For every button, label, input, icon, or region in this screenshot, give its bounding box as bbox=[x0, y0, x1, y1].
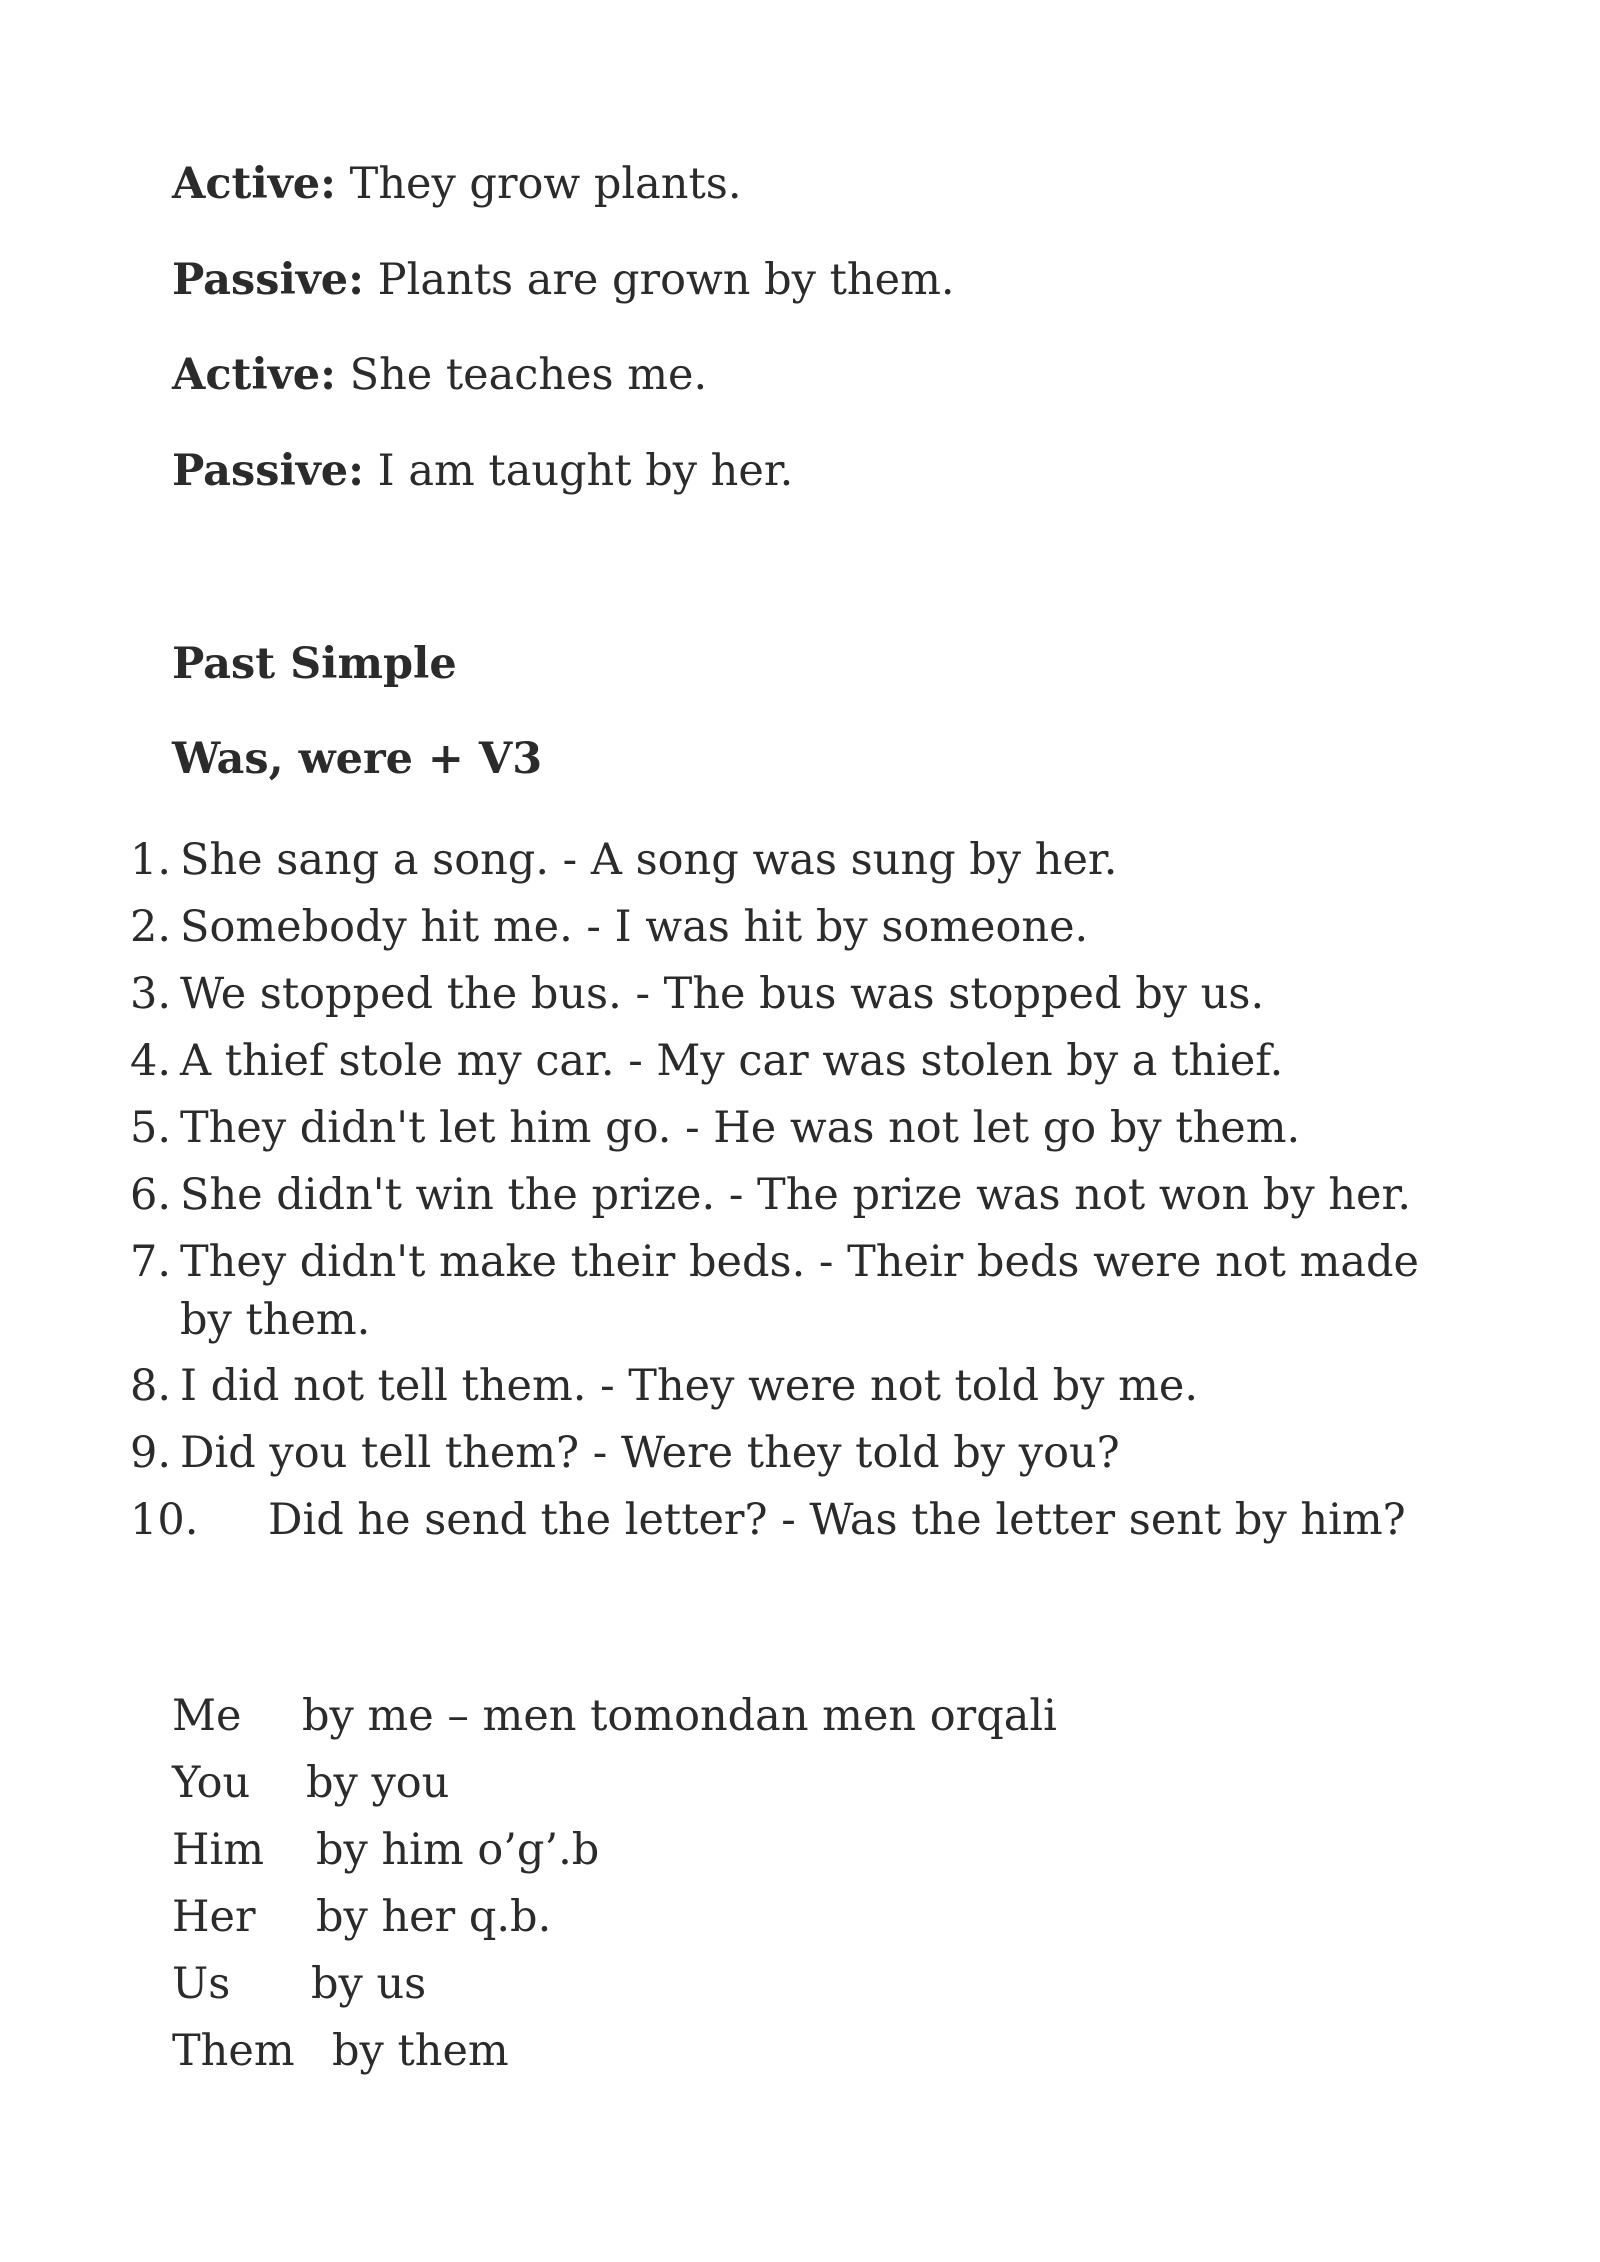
list-item bbox=[130, 1095, 1430, 1162]
example-label: Active: bbox=[172, 159, 336, 209]
list-item bbox=[130, 894, 1430, 961]
list-text: She sang a song. - A song was sung by her. bbox=[180, 835, 1118, 885]
passive-form: by them bbox=[332, 2026, 509, 2076]
list-number: 10. bbox=[130, 1495, 199, 1545]
example-passive-2 bbox=[172, 443, 793, 499]
example-text: They grow plants. bbox=[335, 159, 742, 209]
formula: Was, were + V3 bbox=[172, 734, 543, 784]
passive-form: by us bbox=[311, 1959, 427, 2009]
pronoun-row bbox=[172, 1817, 1057, 1884]
passive-form: by you bbox=[306, 1758, 450, 1808]
list-number: 3. bbox=[130, 969, 172, 1019]
pronoun: Him bbox=[172, 1825, 265, 1875]
list-text: They didn't let him go. - He was not let go by them. bbox=[180, 1103, 1301, 1153]
list-number: 8. bbox=[130, 1361, 172, 1411]
pronoun-row bbox=[172, 1951, 1057, 2018]
pronoun-row bbox=[172, 1683, 1057, 1750]
list-text: Did you tell them? - Were they told by you? bbox=[180, 1428, 1120, 1478]
pronoun-row bbox=[172, 1750, 1057, 1817]
example-label: Passive: bbox=[172, 255, 365, 305]
example-text: I am taught by her. bbox=[364, 446, 794, 496]
list-item bbox=[130, 827, 1430, 894]
example-active-1 bbox=[172, 156, 742, 212]
pronoun-row bbox=[172, 1884, 1057, 1951]
list-number: 5. bbox=[130, 1103, 172, 1153]
passive-form: by me – men tomondan men orqali bbox=[302, 1691, 1057, 1741]
list-item bbox=[130, 1028, 1430, 1095]
list-text: Did he send the letter? - Was the letter sent by him? bbox=[268, 1495, 1406, 1545]
list-item bbox=[130, 1229, 1430, 1353]
list-number: 4. bbox=[130, 1036, 172, 1086]
list-text: Somebody hit me. - I was hit by someone. bbox=[180, 902, 1089, 952]
pronoun: Her bbox=[172, 1892, 256, 1942]
list-text: They didn't make their beds. - Their beds were not made by them. bbox=[180, 1237, 1420, 1345]
pronoun: Them bbox=[172, 2026, 295, 2076]
pronoun: Me bbox=[172, 1691, 242, 1741]
list-text: I did not tell them. - They were not told by me. bbox=[180, 1361, 1199, 1411]
list-text: We stopped the bus. - The bus was stopped by us. bbox=[180, 969, 1265, 1019]
passive-form: by him o’g’.b bbox=[316, 1825, 600, 1875]
list-item bbox=[130, 1420, 1430, 1487]
list-item bbox=[130, 961, 1430, 1028]
example-text: Plants are grown by them. bbox=[364, 255, 955, 305]
list-item bbox=[130, 1353, 1430, 1420]
list-text: She didn't win the prize. - The prize was not won by her. bbox=[180, 1170, 1412, 1220]
list-number: 1. bbox=[130, 835, 172, 885]
list-item bbox=[130, 1487, 1430, 1554]
list-item bbox=[130, 1162, 1430, 1229]
pronoun-row bbox=[172, 2018, 1057, 2085]
list-number: 2. bbox=[130, 902, 172, 952]
example-active-2 bbox=[172, 347, 707, 403]
list-text: A thief stole my car. - My car was stolen by a thief. bbox=[180, 1036, 1284, 1086]
pronoun: Us bbox=[172, 1959, 231, 2009]
list-number: 9. bbox=[130, 1428, 172, 1478]
pronoun-table bbox=[172, 1683, 1057, 2085]
sentence-list bbox=[130, 827, 1430, 1554]
example-passive-1 bbox=[172, 252, 955, 308]
section-title: Past Simple bbox=[172, 639, 457, 689]
example-label: Active: bbox=[172, 350, 336, 400]
passive-form: by her q.b. bbox=[316, 1892, 552, 1942]
list-number: 6. bbox=[130, 1170, 172, 1220]
list-number: 7. bbox=[130, 1237, 172, 1287]
example-label: Passive: bbox=[172, 446, 365, 496]
example-text: She teaches me. bbox=[335, 350, 708, 400]
pronoun: You bbox=[172, 1758, 251, 1808]
